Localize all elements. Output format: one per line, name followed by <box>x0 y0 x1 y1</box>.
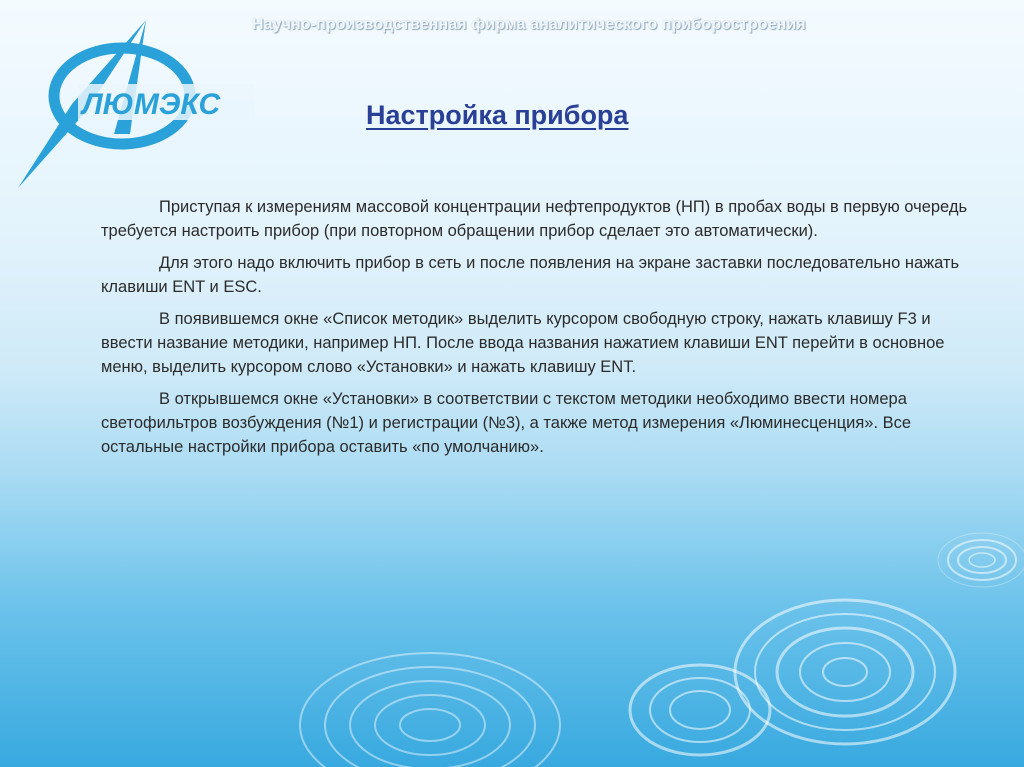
company-name: Научно-производственная фирма аналитического приборостроения <box>252 16 806 33</box>
lumex-logo <box>12 14 272 194</box>
paragraph-method-list: В появившемся окне «Список методик» выделить курсором свободную строку, нажать клавишу F3 и ввести название методики, например НП. После ввода названия нажатием клавиши ENT перейти в основное меню, выделить курсором слово «Установки» и нажать клавишу ENT. <box>101 310 945 376</box>
page-title: Настройка прибора <box>366 100 629 130</box>
paragraph-power-on: Для этого надо включить прибор в сеть и после появления на экране заставки последовательно нажать клавиши ENT и ESC. <box>101 254 960 296</box>
svg-text:ЛЮМЭКС: ЛЮМЭКС <box>82 88 221 121</box>
instructions-text <box>101 195 971 467</box>
paragraph-intro: Приступая к измерениям массовой концентрации нефтепродуктов (НП) в пробах воды в первую очередь требуется настроить прибор (при повторном обращении прибор сделает это автоматически). <box>101 198 968 240</box>
paragraph-settings: В открывшемся окне «Установки» в соответствии с текстом методики необходимо ввести номера светофильтров возбуждения (№1) и регистрации (№3), а также метод измерения «Люминесценция». Все остальные настройки прибора оставить «по умолчанию». <box>101 390 912 456</box>
